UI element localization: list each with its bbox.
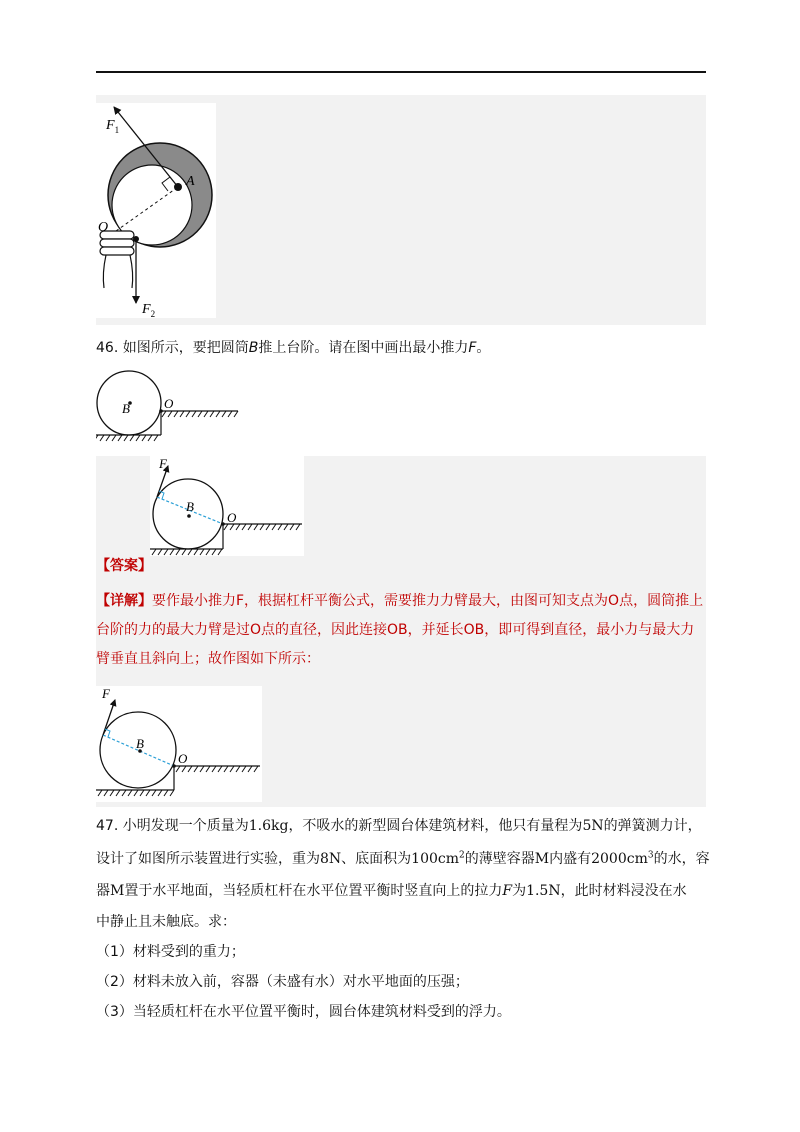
label-a: A	[186, 174, 195, 189]
q46-detail-diagram	[96, 686, 262, 802]
detail-paragraph: 【详解】要作最小推力F，根据杠杆平衡公式，需要推力力臂最大，由图可知支点为O点，圆筒推上台阶的力的最大力臂是过O点的直径，因此连接OB，并延长OB，即可得到直径，最小力与最大力臂垂直且斜向上；故作图如下所示：	[96, 593, 704, 667]
q47-subquestion-1: （1）材料受到的重力；	[96, 944, 245, 960]
q45-figure	[96, 103, 216, 318]
label-b: B	[136, 736, 144, 751]
q47-line-1: 47. 小明发现一个质量为1.6kg，不吸水的新型圆台体建筑材料，他只有量程为5N的弹簧测力计，	[96, 818, 702, 834]
label-f1: $F_1$	[106, 118, 120, 135]
q46-question: 46. 如图所示，要把圆筒B推上台阶。请在图中画出最小推力F。	[96, 340, 491, 356]
q47-subquestion-2: （2）材料未放入前，容器（未盛有水）对水平地面的压强；	[96, 974, 469, 990]
label-o: O	[98, 220, 109, 235]
q46-diagram	[96, 368, 246, 444]
label-b: B	[186, 499, 194, 514]
q47-subquestion-3: （3）当轻质杠杆在水平位置平衡时，圆台体建筑材料受到的浮力。	[96, 1004, 511, 1020]
q46-answer-diagram	[150, 456, 304, 556]
force-f-arrow	[103, 700, 115, 735]
label-b: B	[122, 401, 130, 416]
q46-detail-figure	[96, 686, 262, 802]
label-f: F	[102, 686, 110, 701]
label-o: O	[227, 510, 237, 525]
q46-figure	[96, 368, 246, 444]
q46-number: 46.	[96, 340, 119, 356]
q47-line-4: 中静止且未触底。求：	[96, 914, 236, 930]
q47-number: 47.	[96, 818, 119, 834]
q47-line-3: 器M置于水平地面，当轻质杠杆在水平位置平衡时竖直向上的拉力F为1.5N，此时材料浸没在水	[96, 883, 687, 899]
q46-answer-figure	[150, 456, 304, 556]
q45-diagram	[96, 103, 216, 318]
label-o: O	[164, 396, 174, 411]
label-o: O	[178, 751, 188, 766]
label-f2: $F_2$	[142, 302, 156, 318]
answer-heading: 【答案】	[96, 558, 152, 574]
q47-line-2: 设计了如图所示装置进行实验，重为8N、底面积为$100cm^2$的薄壁容器M内盛有$2000cm^3$的水，容	[96, 850, 710, 867]
label-f: F	[159, 456, 167, 471]
header-rule	[96, 71, 706, 73]
